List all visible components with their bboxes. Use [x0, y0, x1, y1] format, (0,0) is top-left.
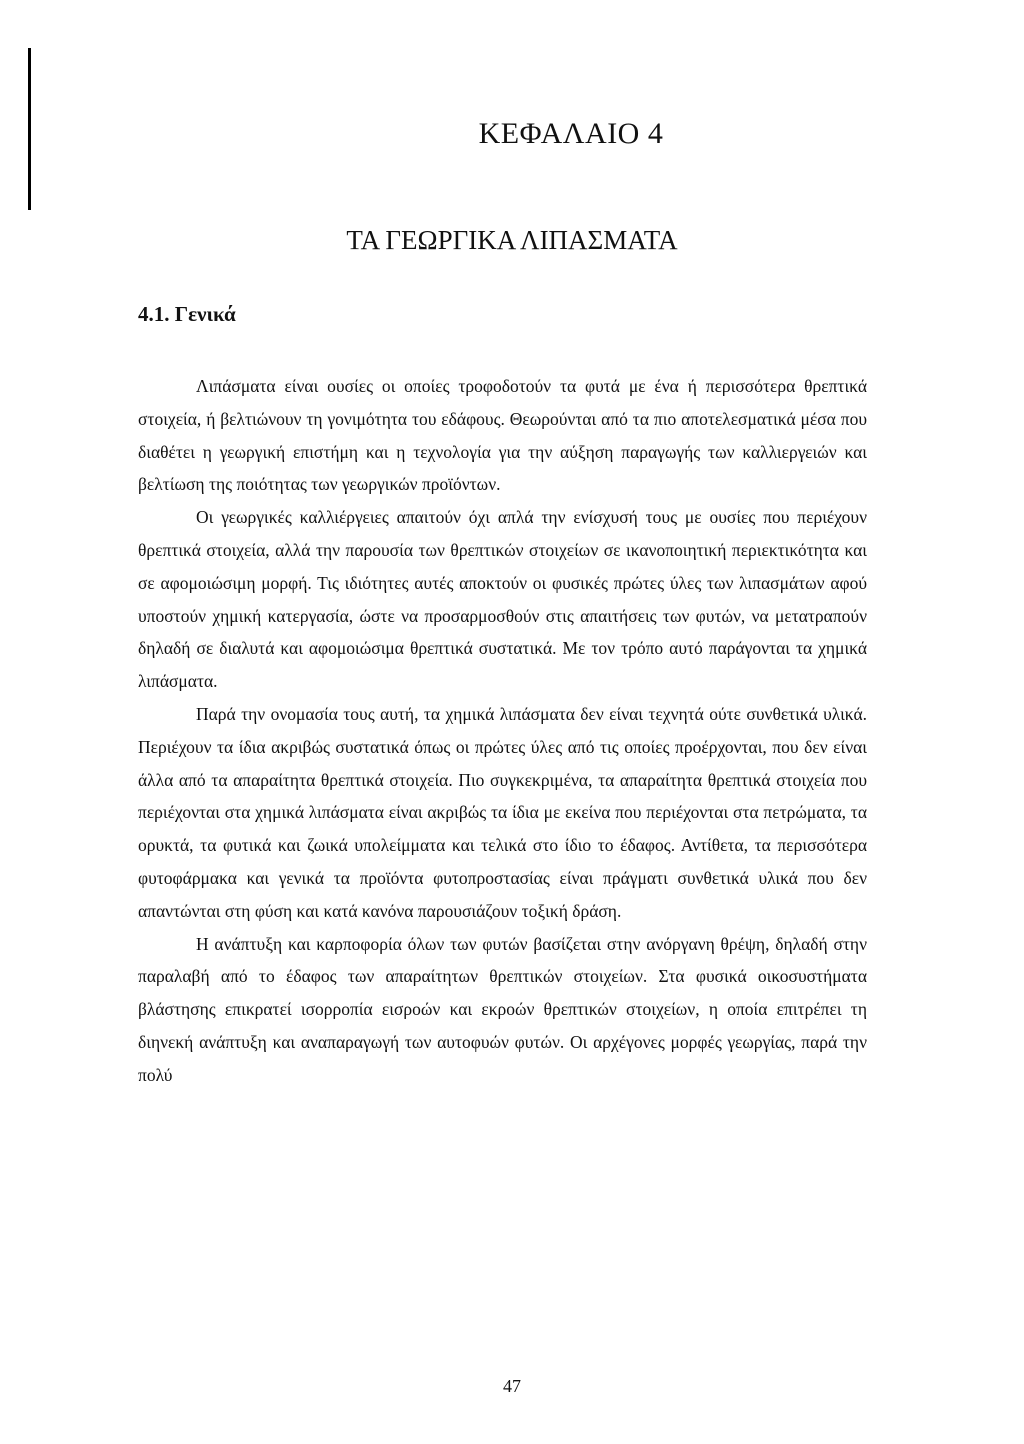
- page-number: 47: [503, 1376, 521, 1396]
- paragraph: Οι γεωργικές καλλιέργειες απαιτούν όχι απλά την ενίσχυσή τους με ουσίες που περιέχουν θρεπτικά στοιχεία, αλλά την παρουσία των θρεπτικών στοιχείων σε ικανοποιητική περιεκτικότητα και σε αφομοιώσιμη μορφή. Τις ιδιότητες αυτές αποκτούν οι φυσικές πρώτες ύλες των λιπασμάτων αφού υποστούν χημική κατεργασία, ώστε να προσαρμοσθούν στις απαιτήσεις των φυτών, να μετατραπούν δηλαδή σε διαλυτά και αφομοιώσιμα θρεπτικά συστατικά. Με τον τρόπο αυτό παράγονται τα χημικά λιπάσματα.: [138, 507, 867, 692]
- body-text: [138, 370, 867, 1092]
- chapter-subtitle: ΤΑ ΓΕΩΡΓΙΚΑ ΛΙΠΑΣΜΑΤΑ: [346, 225, 678, 255]
- paragraph: Η ανάπτυξη και καρποφορία όλων των φυτών βασίζεται στην ανόργανη θρέψη, δηλαδή στην παραλαβή από το έδαφος των απαραίτητων θρεπτικών στοιχείων. Στα φυσικά οικοσυστήματα βλάστησης επικρατεί ισορροπία εισροών και εκροών θρεπτικών στοιχείων, η οποία επιτρέπει τη διηνεκή ανάπτυξη και αναπαραγωγή των αυτοφυών φυτών. Οι αρχέγονες μορφές γεωργίας, παρά την πολύ: [138, 933, 867, 1085]
- paragraph: Λιπάσματα είναι ουσίες οι οποίες τροφοδοτούν τα φυτά με ένα ή περισσότερα θρεπτικά στοιχεία, ή βελτιώνουν τη γονιμότητα του εδάφους. Θεωρούνται από τα πιο αποτελεσματικά μέσα που διαθέτει η γεωργική επιστήμη και η τεχνολογία για την αύξηση παραγωγής των καλλιεργειών και βελτίωση της ποιότητας των γεωργικών προϊόντων.: [138, 376, 867, 495]
- paragraph: Παρά την ονομασία τους αυτή, τα χημικά λιπάσματα δεν είναι τεχνητά ούτε συνθετικά υλικά. Περιέχουν τα ίδια ακριβώς συστατικά όπως οι πρώτες ύλες από τις οποίες προέρχονται, που δεν είναι άλλα από τα απαραίτητα θρεπτικά στοιχεία. Πιο συγκεκριμένα, τα απαραίτητα θρεπτικά στοιχεία που περιέχονται στα χημικά λιπάσματα είναι ακριβώς τα ίδια με εκείνα που περιέχονται στα πετρώματα, τα ορυκτά, τα φυτικά και ζωικά υπολείμματα και τελικά στο ίδιο το έδαφος. Αντίθετα, τα περισσότερα φυτοφάρμακα και γενικά τα προϊόντα φυτοπροστασίας είναι πράγματι συνθετικά υλικά που δεν απαντώνται στη φύση και κατά κανόνα παρουσιάζουν τοξική δράση.: [138, 703, 867, 921]
- chapter-title: ΚΕΦΑΛΑΙΟ 4: [478, 117, 664, 150]
- section-heading: 4.1. Γενικά: [138, 302, 236, 326]
